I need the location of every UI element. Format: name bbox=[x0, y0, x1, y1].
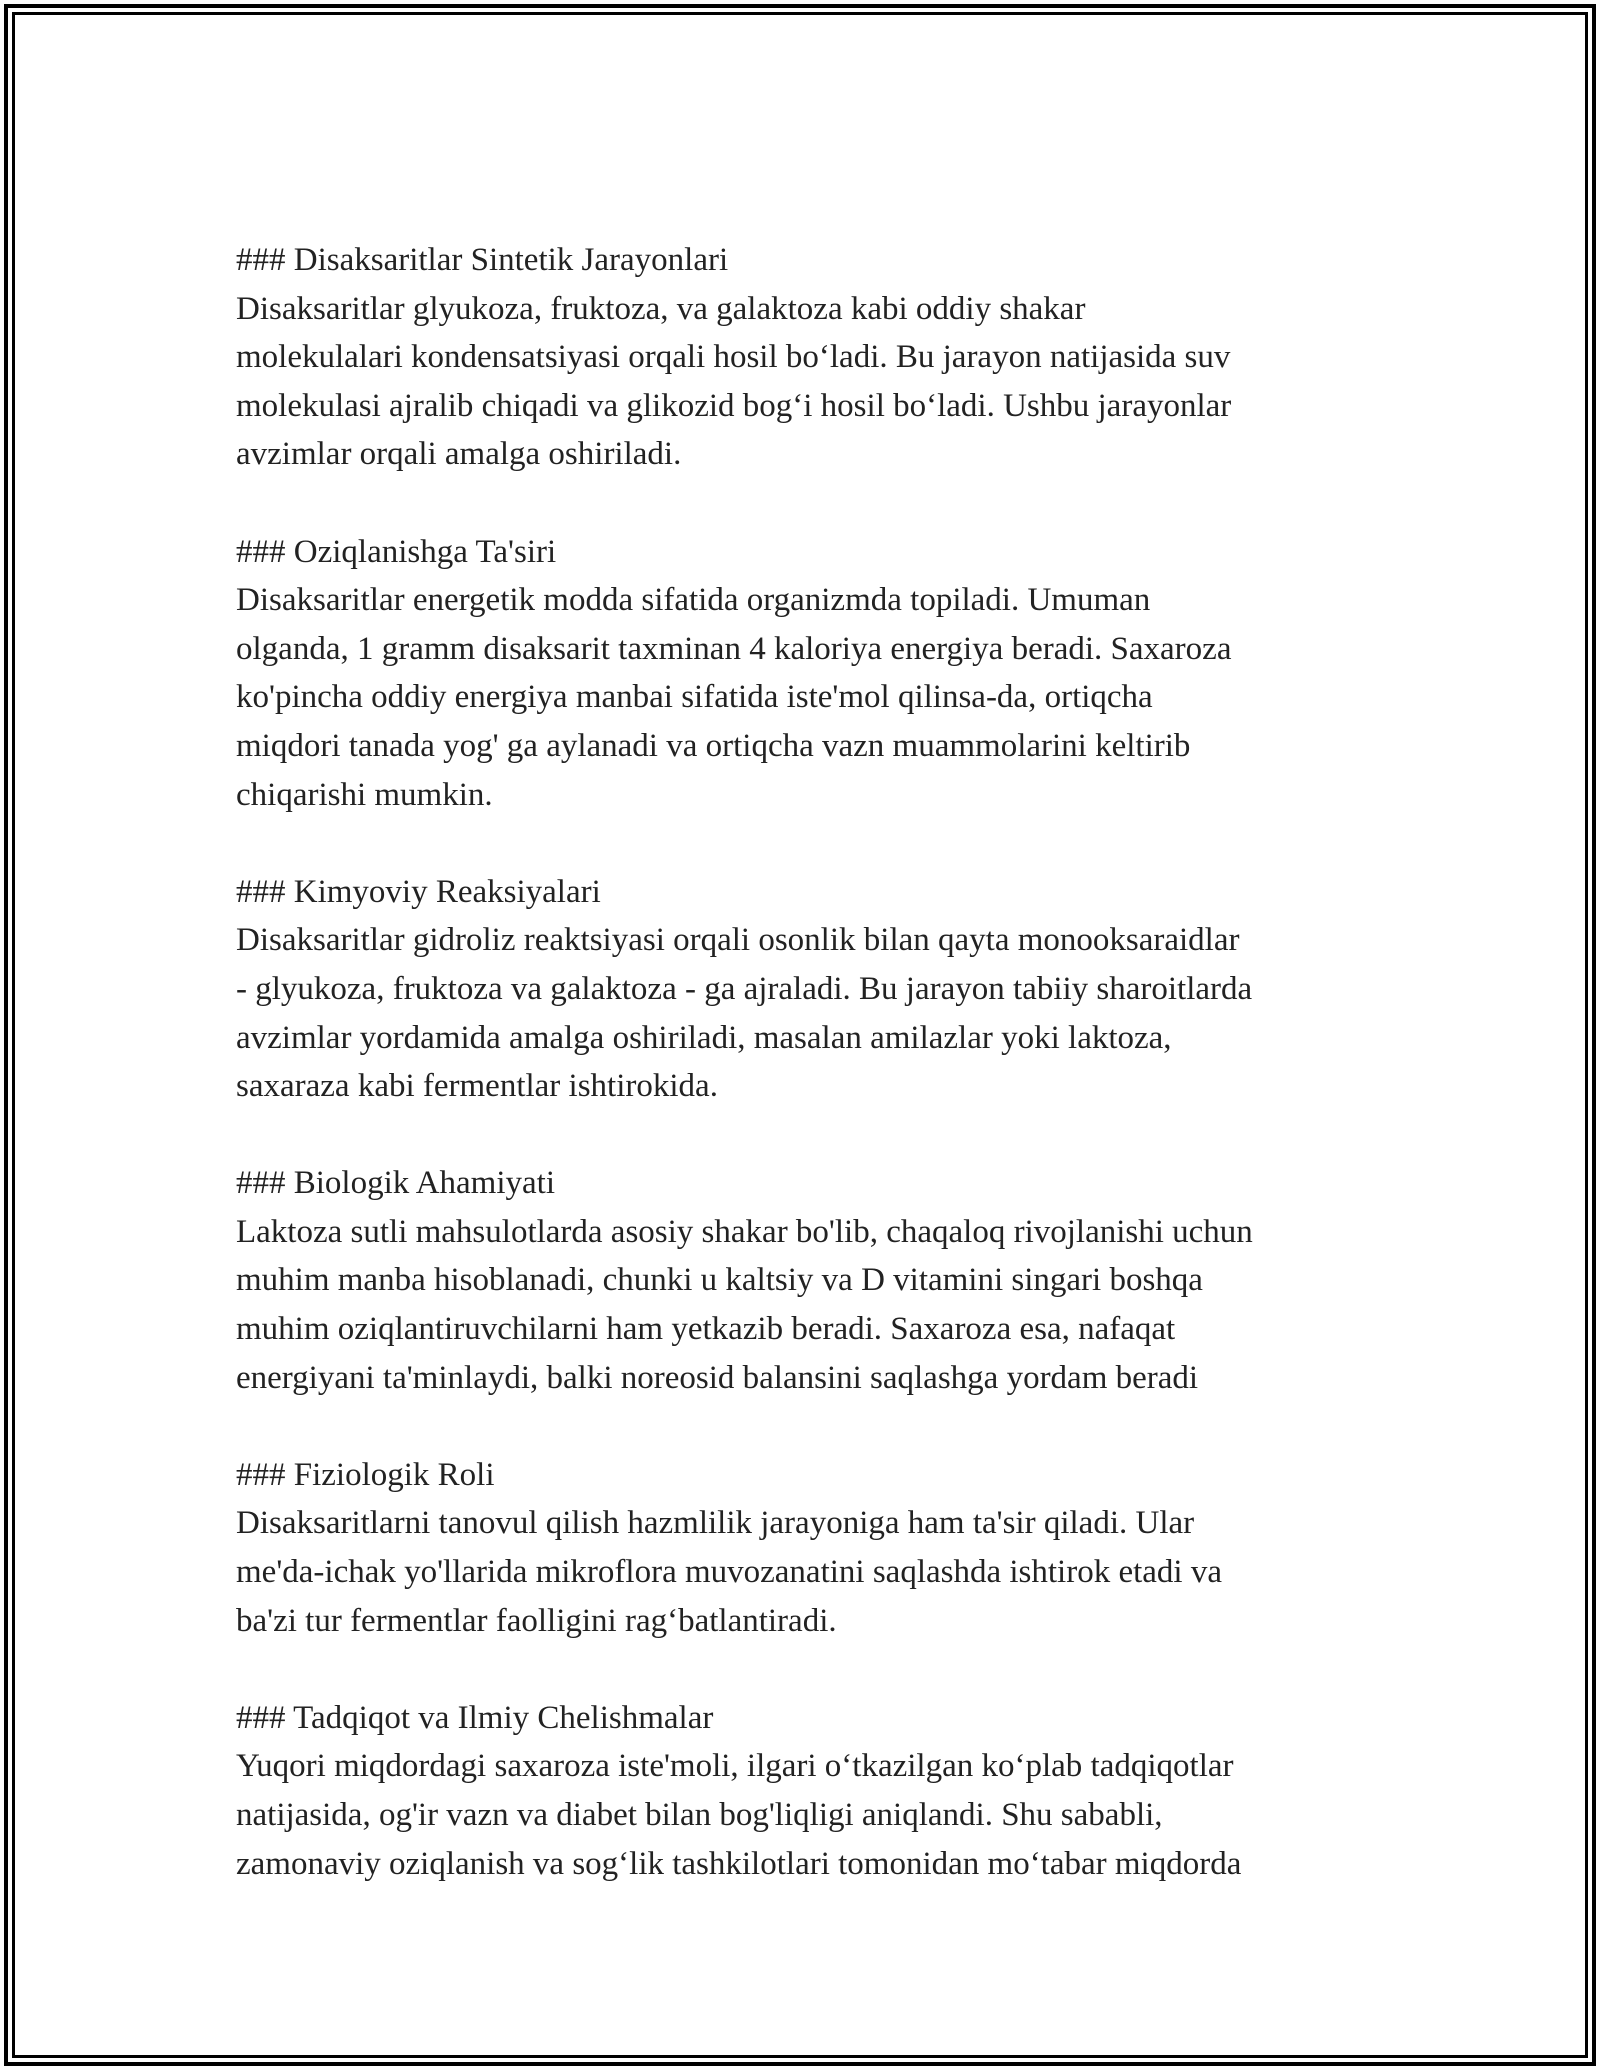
section-heading: ### Disaksaritlar Sintetik Jarayonlari bbox=[236, 242, 729, 278]
text-line: avzimlar orqali amalga oshiriladi. bbox=[236, 436, 682, 473]
text-line: me'da-ichak yo'llarida mikroflora muvozanatini saqlashda ishtirok etadi va bbox=[236, 1554, 1222, 1591]
text-line: chiqarishi mumkin. bbox=[236, 776, 493, 813]
document-body bbox=[236, 236, 1386, 1937]
text-line: energiyani ta'minlaydi, balki noreosid balansini saqlashga yordam beradi bbox=[236, 1359, 1199, 1396]
section-paragraph bbox=[236, 1208, 1386, 1402]
text-line: olganda, 1 gramm disaksarit taxminan 4 kaloriya energiya beradi. Saxaroza bbox=[236, 630, 1232, 667]
section-kimyoviy-reaksiyalari bbox=[236, 868, 1386, 1111]
section-paragraph bbox=[236, 916, 1386, 1110]
section-fiziologik-roli bbox=[236, 1451, 1386, 1645]
section-paragraph bbox=[236, 576, 1386, 819]
section-heading: ### Oziqlanishga Ta'siri bbox=[236, 533, 557, 570]
section-paragraph bbox=[236, 1742, 1386, 1888]
text-line: Disaksaritlar gidroliz reaktsiyasi orqali osonlik bilan qayta monooksaraidlar bbox=[236, 922, 1240, 959]
section-sintetik-jarayonlari bbox=[236, 236, 1386, 479]
text-line: muhim oziqlantiruvchilarni ham yetkazib beradi. Saxaroza esa, nafaqat bbox=[236, 1311, 1176, 1348]
text-line: zamonaviy oziqlanish va sog‘lik tashkilotlari tomonidan mo‘tabar miqdorda bbox=[236, 1845, 1242, 1882]
text-line: molekulalari kondensatsiyasi orqali hosil bo‘ladi. Bu jarayon natijasida suv bbox=[236, 339, 1231, 376]
section-oziqlanishga-tasiri bbox=[236, 528, 1386, 820]
text-line: Disaksaritlar energetik modda sifatida organizmda topiladi. Umuman bbox=[236, 582, 1151, 619]
text-line: Laktoza sutli mahsulotlarda asosiy shakar bo'lib, chaqaloq rivojlanishi uchun bbox=[236, 1213, 1253, 1250]
text-line: Disaksaritlar glyukoza, fruktoza, va galaktoza kabi oddiy shakar bbox=[236, 290, 1086, 327]
section-tadqiqot-va-ilmiy-chelishmalar bbox=[236, 1694, 1386, 1888]
text-line: Yuqori miqdordagi saxaroza iste'moli, ilgari o‘tkazilgan ko‘plab tadqiqotlar bbox=[236, 1748, 1234, 1785]
section-heading: ### Fiziologik Roli bbox=[236, 1456, 495, 1493]
text-line: ko'pincha oddiy energiya manbai sifatida iste'mol qilinsa-da, ortiqcha bbox=[236, 679, 1153, 716]
section-paragraph bbox=[236, 285, 1386, 479]
section-paragraph bbox=[236, 1499, 1386, 1645]
section-biologik-ahamiyati bbox=[236, 1159, 1386, 1402]
section-heading: ### Biologik Ahamiyati bbox=[236, 1165, 555, 1202]
text-line: molekulasi ajralib chiqadi va glikozid bog‘i hosil bo‘ladi. Ushbu jarayonlar bbox=[236, 387, 1232, 424]
text-line: miqdori tanada yog' ga aylanadi va ortiqcha vazn muammolarini keltirib bbox=[236, 727, 1191, 764]
text-line: muhim manba hisoblanadi, chunki u kaltsiy va D vitamini singari boshqa bbox=[236, 1262, 1203, 1299]
section-heading: ### Kimyoviy Reaksiyalari bbox=[236, 873, 601, 910]
text-line: ba'zi tur fermentlar faolligini rag‘batlantiradi. bbox=[236, 1602, 837, 1639]
text-line: avzimlar yordamida amalga oshiriladi, masalan amilazlar yoki laktoza, bbox=[236, 1019, 1172, 1056]
section-heading: ### Tadqiqot va Ilmiy Chelishmalar bbox=[236, 1699, 714, 1736]
text-line: natijasida, og'ir vazn va diabet bilan bog'liqligi aniqlandi. Shu sababli, bbox=[236, 1797, 1163, 1833]
text-line: saxaraza kabi fermentlar ishtirokida. bbox=[236, 1068, 718, 1105]
text-line: - glyukoza, fruktoza va galaktoza - ga ajraladi. Bu jarayon tabiiy sharoitlarda bbox=[236, 970, 1253, 1007]
text-line: Disaksaritlarni tanovul qilish hazmlilik jarayoniga ham ta'sir qiladi. Ular bbox=[236, 1505, 1195, 1542]
